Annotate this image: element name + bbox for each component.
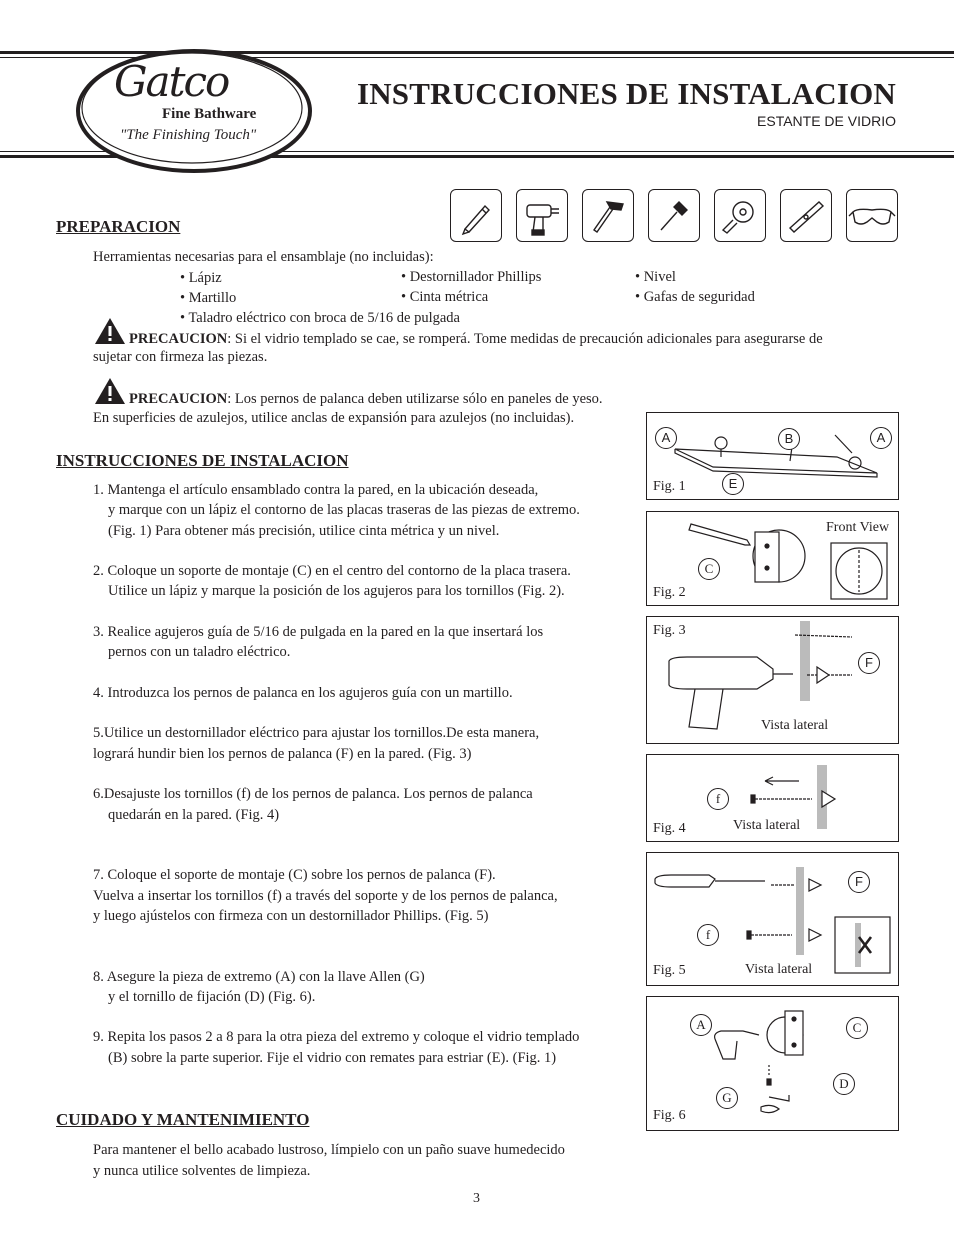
caution-label: PRECAUCION [129, 391, 228, 407]
side-view-caption: Vista lateral [733, 818, 801, 833]
gatco-logo [74, 44, 314, 174]
screwdriver-icon [648, 189, 700, 242]
step-3: 3. Realice agujeros guía de 5/16 de pulgada en la pared en la que insertará los [93, 624, 544, 640]
care-text: Para mantener el bello acabado lustroso, límpielo con un paño suave humedecido [93, 1142, 565, 1158]
logo-script: Gatco [114, 57, 229, 106]
callout-f: F [848, 871, 870, 893]
tool-item: • Nivel [635, 269, 676, 285]
caution-text: : Si el vidrio templado se cae, se romperá. Tome medidas de precaución adicionales para asegurarse de [227, 331, 823, 347]
callout-f: f [707, 788, 729, 810]
figure-label: Fig. 6 [653, 1108, 686, 1123]
caution-1-line2: sujetar con firmeza las piezas. [93, 349, 268, 365]
tool-item: • Lápiz [180, 270, 222, 286]
warning-icon [93, 316, 127, 346]
level-icon [780, 189, 832, 242]
step-2-line: Utilice un lápiz y marque la posición de los agujeros para los tornillos (Fig. 2). [108, 583, 565, 599]
side-view-caption: Vista lateral [761, 718, 829, 733]
tool-item: • Destornillador Phillips [401, 269, 542, 285]
warning-icon [93, 376, 127, 406]
logo-brand: Fine Bathware [162, 106, 257, 122]
step-9-line: (B) sobre la parte superior. Fije el vidrio con remates para estriar (E). (Fig. 1) [108, 1050, 557, 1066]
step-2: 2. Coloque un soporte de montaje (C) en el centro del contorno de la placa trasera. [93, 563, 571, 579]
tool-item: • Cinta métrica [401, 289, 489, 305]
step-7: 7. Coloque el soporte de montaje (C) sobre los pernos de palanca (F). [93, 867, 496, 883]
step-4: 4. Introduzca los pernos de palanca en los agujeros guía con un martillo. [93, 685, 513, 701]
step-7-line: y luego ajústelos con firmeza con un destornillador Phillips. (Fig. 5) [93, 908, 489, 924]
callout-d: D [833, 1073, 855, 1095]
callout-a: A [870, 427, 892, 449]
figure-5 [646, 852, 899, 986]
caution-2-line2: En superficies de azulejos, utilice anclas de expansión para azulejos (no incluidas). [93, 410, 575, 426]
figure-label: Fig. 4 [653, 821, 686, 836]
step-7-line: Vuelva a insertar los tornillos (f) a través del soporte y de los pernos de palanca, [93, 888, 558, 904]
page-number: 3 [473, 1191, 480, 1206]
logo-slogan: "The Finishing Touch" [120, 127, 257, 143]
figure-3 [646, 616, 899, 744]
step-1: 1. Mantenga el artículo ensamblado contra la pared, en la ubicación deseada, [93, 482, 539, 498]
figure-label: Fig. 2 [653, 585, 686, 600]
step-6-line: quedarán en la pared. (Fig. 4) [108, 807, 280, 823]
step-9: 9. Repita los pasos 2 a 8 para la otra pieza del extremo y coloque el vidrio templado [93, 1029, 580, 1045]
care-text-line2: y nunca utilice solventes de limpieza. [93, 1163, 311, 1179]
tool-item: • Martillo [180, 290, 237, 306]
step-5-line: logrará hundir bien los pernos de palanca (F) en la pared. (Fig. 3) [93, 746, 472, 762]
step-1-line: y marque con un lápiz el contorno de las placas traseras de las piezas de extremo. [108, 502, 580, 518]
figure-label: Fig. 1 [653, 479, 686, 494]
step-1-line: (Fig. 1) Para obtener más precisión, utilice cinta métrica y un nivel. [108, 523, 500, 539]
step-5: 5.Utilice un destornillador eléctrico para ajustar los tornillos.De esta manera, [93, 725, 540, 741]
caution-label: PRECAUCION [129, 331, 228, 347]
tool-item: • Taladro eléctrico con broca de 5/16 de pulgada [180, 310, 460, 326]
figure-2 [646, 511, 899, 606]
step-3-line: pernos con un taladro eléctrico. [108, 644, 291, 660]
step-8: 8. Asegure la pieza de extremo (A) con la llave Allen (G) [93, 969, 425, 985]
page-subtitle: ESTANTE DE VIDRIO [757, 113, 896, 129]
preparation-heading: PREPARACION [56, 217, 181, 236]
figure-label: Fig. 3 [653, 623, 686, 638]
front-view-caption: Front View [826, 520, 890, 535]
drill-icon [516, 189, 568, 242]
tools-intro: Herramientas necesarias para el ensamblaje (no incluidas): [93, 249, 434, 265]
callout-f-screw: f [697, 924, 719, 946]
callout-f: F [858, 652, 880, 674]
installation-heading: INSTRUCCIONES DE INSTALACION [56, 451, 349, 470]
figure-4 [646, 754, 899, 842]
caution-2 [93, 376, 603, 409]
callout-b: B [778, 428, 800, 450]
step-6: 6.Desajuste los tornillos (f) de los pernos de palanca. Los pernos de palanca [93, 786, 533, 802]
callout-c: C [846, 1017, 868, 1039]
figure-label: Fig. 5 [653, 963, 686, 978]
figure-1 [646, 412, 899, 500]
hammer-icon [582, 189, 634, 242]
safety-glasses-icon [846, 189, 898, 242]
tool-item: • Gafas de seguridad [635, 289, 755, 305]
side-view-caption: Vista lateral [745, 962, 813, 977]
pencil-icon [450, 189, 502, 242]
caution-1 [93, 316, 823, 349]
callout-a: A [690, 1014, 712, 1036]
caution-text: : Los pernos de palanca deben utilizarse sólo en paneles de yeso. [227, 391, 603, 407]
step-8-line: y el tornillo de fijación (D) (Fig. 6). [108, 989, 316, 1005]
page-title: INSTRUCCIONES DE INSTALACION [356, 76, 896, 111]
tape-measure-icon [714, 189, 766, 242]
callout-c: C [698, 558, 720, 580]
callout-e: E [722, 473, 744, 495]
figure-6 [646, 996, 899, 1131]
callout-g: G [716, 1087, 738, 1109]
care-heading: CUIDADO Y MANTENIMIENTO [56, 1110, 310, 1129]
callout-a: A [655, 427, 677, 449]
